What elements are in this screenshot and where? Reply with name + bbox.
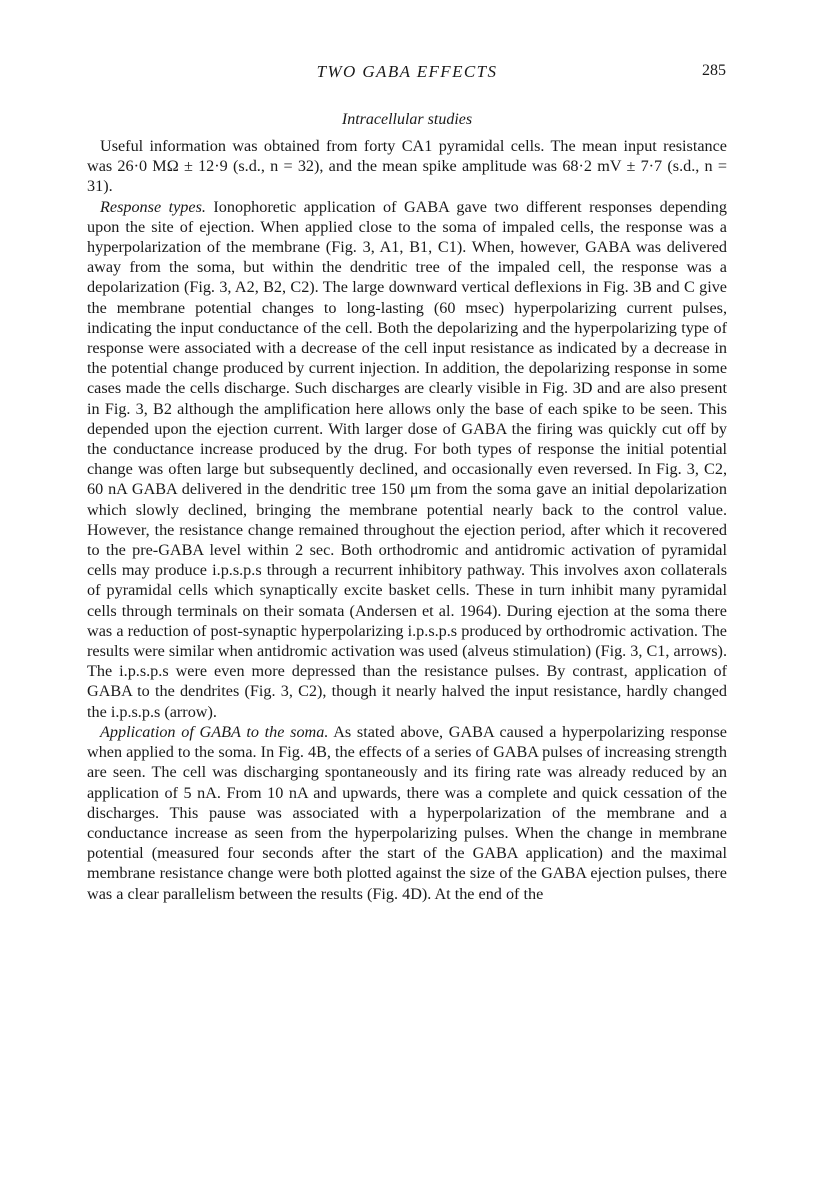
paragraph-run-head: Application of GABA to the soma.	[100, 722, 329, 741]
section-heading: Intracellular studies	[341, 111, 473, 128]
paragraph-text: As stated above, GABA caused a hyperpolarizing response when applied to the soma. In Fig. 4B, the effects of a series of GABA pulses of increasing strength are seen. The cell was discharging spontaneously and its firing rate was already reduced by an application of 5 nA. From 10 nA and upwards, there was a complete and quick cessation of the discharges. This pause was associated with a hyperpolarization of the membrane and a conductance increase as seen from the hyperpolarizing pulses. When the change in membrane potential (measured four seconds after the start of the GABA application) and the maximal membrane resistance change were both plotted against the size of the GABA ejection pulses, there was a clear parallelism between the results (Fig. 4D). At the end of the	[87, 722, 727, 903]
body-text	[87, 136, 727, 904]
paragraph-gaba-soma	[87, 722, 727, 904]
paragraph-run-head: Response types.	[100, 197, 206, 216]
page-header	[88, 62, 726, 84]
paragraph-text: Useful information was obtained from forty CA1 pyramidal cells. The mean input resistance was 26·0 MΩ ± 12·9 (s.d., n = 32), and the mean spike amplitude was 68·2 mV ± 7·7 (s.d., n = 31).	[87, 137, 727, 196]
paragraph-text: Ionophoretic application of GABA gave two different responses depending upon the site of ejection. When applied close to the soma of impaled cells, the response was a hyperpolarization of the membrane (Fig. 3, A1, B1, C1). When, however, GABA was delivered away from the soma, but within the dendritic tree of the impaled cell, the response was a depolarization (Fig. 3, A2, B2, C2). The large downward vertical deflexions in Fig. 3B and C give the membrane potential changes to long-lasting (60 msec) hyperpolarizing current pulses, indicating the input conductance of the cell. Both the depolarizing and the hyperpolarizing type of response were associated with a decrease of the cell input resistance as indicated by a decrease in the potential change produced by current injection. In addition, the depolarizing response in some cases made the cells discharge. Such discharges are clearly visible in Fig. 3D and are also present in Fig. 3, B2 although the amplification here allows only the base of each spike to be seen. This depended upon the ejection current. With larger dose of GABA the firing was quickly cut off by the conductance increase produced by the drug. For both types of response the initial potential change was often large but subsequently declined, and occasionally even reversed. In Fig. 3, C2, 60 nA GABA delivered in the dendritic tree 150 μm from the soma gave an initial depolarization which slowly declined, bringing the membrane potential nearly back to the control value. However, the resistance change remained throughout the ejection period, after which it recovered to the pre-GABA level within 2 sec. Both orthodromic and antidromic activation of pyramidal cells may produce i.p.s.p.s through a recurrent inhibitory pathway. This involves axon collaterals of pyramidal cells which synaptically excite basket cells. These in turn inhibit many pyramidal cells through terminals on their somata (Andersen et al. 1964). During ejection at the soma there was a reduction of post-synaptic hyperpolarizing i.p.s.p.s produced by orthodromic activation. The results were similar when antidromic activation was used (alveus stimulation) (Fig. 3, C1, arrows). The i.p.s.p.s were even more depressed than the resistance pulses. By contrast, application of GABA to the dendrites (Fig. 3, C2), though it nearly halved the input resistance, hardly changed the i.p.s.p.s (arrow).	[87, 197, 727, 721]
page-number: 285	[702, 62, 726, 79]
paragraph-input-resistance	[87, 136, 727, 197]
paragraph-response-types	[87, 197, 727, 722]
running-title: TWO GABA EFFECTS	[316, 62, 498, 81]
